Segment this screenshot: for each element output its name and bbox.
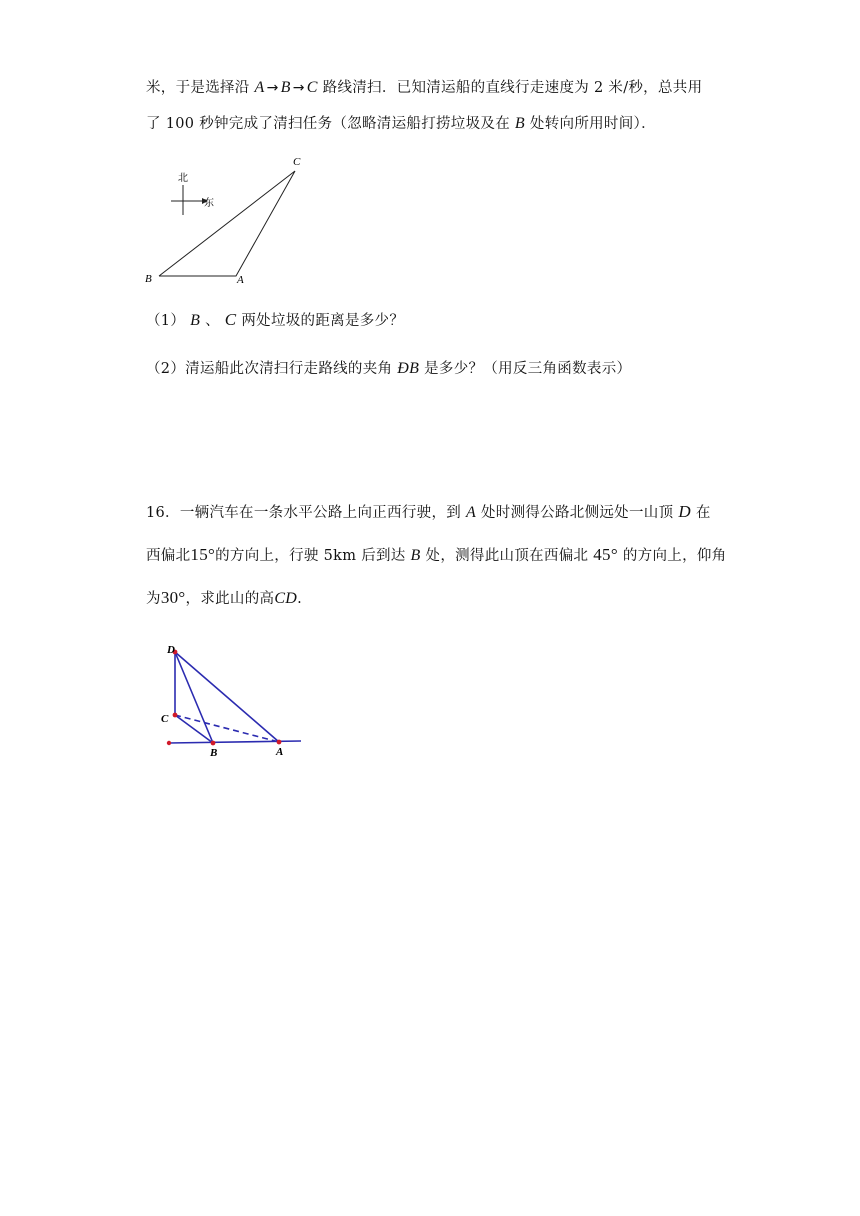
- p15-triangle-figure: [140, 152, 340, 286]
- p16-line2-mid1: 的方向上，行驶 5km 后到达: [215, 548, 406, 564]
- point-a: A: [254, 79, 265, 96]
- p16-line3-pre: 为: [146, 591, 161, 607]
- angle-45: 45°: [593, 545, 618, 564]
- triangle-path: [159, 171, 295, 276]
- point-b: B: [190, 312, 201, 329]
- vertex-b-label: B: [145, 273, 152, 285]
- compass-north-label: 北: [178, 173, 188, 184]
- p15-line-2: [146, 112, 656, 133]
- p15-line1-post: 路线清扫．已知清运船的直线行走速度为 2 米/秒，总共用: [322, 80, 703, 96]
- point-a-marker: [277, 740, 282, 745]
- vertex-b-label: B: [210, 747, 218, 759]
- arrow-right-icon: →: [292, 80, 305, 96]
- p15-line1-pre: 米，于是选择沿: [146, 80, 250, 96]
- p15-line-1: [146, 76, 702, 97]
- p15-question-2: [146, 357, 631, 378]
- compass-icon: [171, 172, 214, 215]
- vertex-d-label: D: [167, 644, 175, 656]
- vertex-c-label: C: [161, 713, 169, 725]
- vertex-a-label: A: [276, 746, 284, 758]
- road-end-marker: [167, 741, 171, 745]
- point-b: B: [410, 547, 421, 564]
- angle-15: 15°: [190, 545, 216, 564]
- point-c-marker: [173, 713, 178, 718]
- p16-line-2: [146, 544, 726, 565]
- p16-line1-mid: 处时测得公路北侧远处一山顶: [480, 505, 674, 521]
- segment-cd: CD: [274, 590, 298, 607]
- point-d: D: [678, 502, 691, 521]
- p16-line2-mid2: 处，测得此山顶在西偏北: [425, 548, 589, 564]
- point-b: B: [280, 79, 291, 96]
- p16-line3-post: .: [297, 591, 303, 607]
- q1-separator: 、: [205, 313, 220, 329]
- vertex-a-label: A: [237, 274, 244, 286]
- point-c: C: [306, 79, 318, 96]
- p16-line-3: [146, 587, 302, 608]
- point-b-marker: [211, 741, 216, 746]
- q2-pre: （2）清运船此次清扫行走路线的夹角: [146, 361, 393, 377]
- compass-east-label: 东: [204, 198, 214, 209]
- angle-b: ÐB: [397, 360, 420, 377]
- p16-line2-post: 的方向上，仰角: [622, 548, 727, 564]
- vertex-c-label: C: [293, 156, 301, 168]
- p15-line2-pre: 了 100 秒钟完成了清扫任务（忽略清运船打捞垃圾及在: [146, 116, 510, 132]
- p16-line2-pre: 西偏北: [146, 548, 191, 564]
- p15-line2-post: 处转向所用时间）．: [529, 116, 656, 132]
- point-a: A: [465, 504, 477, 521]
- p16-line3-mid: ，求此山的高: [185, 591, 275, 607]
- q1-text: 两处垃圾的距离是多少？: [241, 313, 405, 329]
- p16-mountain-figure: [155, 640, 335, 770]
- p16-line1-post: 在: [695, 505, 711, 521]
- angle-30: 30°: [160, 588, 186, 607]
- p16-line-1: [146, 501, 711, 522]
- p16-line1-pre: 16．一辆汽车在一条水平公路上向正西行驶，到: [146, 505, 462, 521]
- point-c: C: [224, 310, 237, 329]
- point-b: B: [514, 115, 525, 132]
- q2-post: 是多少？（用反三角函数表示）: [424, 361, 632, 377]
- q1-number: （1）: [146, 313, 186, 329]
- p15-question-1: [146, 309, 404, 330]
- arrow-right-icon: →: [266, 80, 279, 96]
